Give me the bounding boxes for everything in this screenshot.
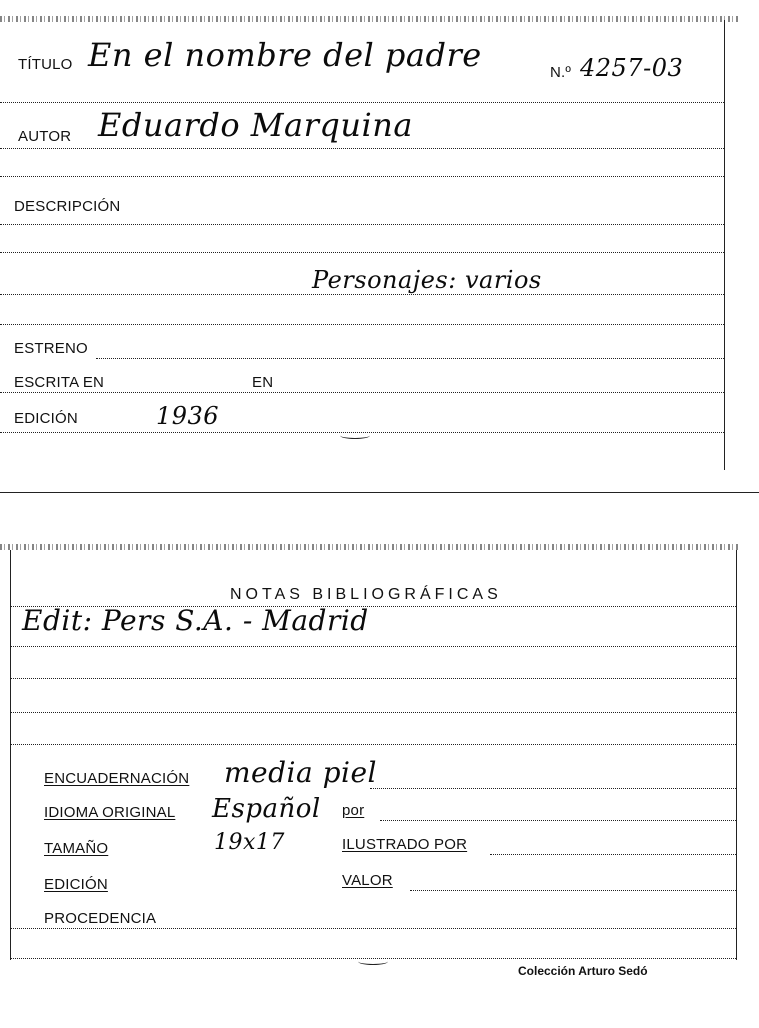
rule [0, 148, 724, 149]
card-notch [358, 958, 388, 965]
numero-value: 4257-03 [580, 54, 684, 82]
titulo-value: En el nombre del padre [88, 36, 482, 74]
rule [10, 928, 736, 929]
card-separator [0, 492, 759, 493]
ilustrado-label: ILUSTRADO POR [342, 836, 468, 853]
card-right-border [736, 550, 737, 960]
card-top-edge [0, 544, 740, 550]
rule [0, 324, 724, 325]
edicion-label: EDICIÓN [14, 410, 78, 427]
card-notch [340, 432, 370, 439]
tamano-label: TAMAÑO [44, 840, 109, 857]
notes-value: Edit: Pers S.A. - Madrid [22, 604, 369, 637]
valor-label: VALOR [342, 872, 393, 889]
collection-footer: Colección Arturo Sedó [518, 964, 648, 978]
card-right-border [724, 20, 725, 470]
encuadernacion-label: ENCUADERNACIÓN [44, 770, 190, 787]
rule [490, 854, 736, 855]
edicion-back-label: EDICIÓN [44, 876, 108, 893]
card-top-edge [0, 16, 740, 22]
rule [0, 392, 724, 393]
rule [380, 820, 736, 821]
autor-value: Eduardo Marquina [98, 106, 413, 144]
autor-label: AUTOR [18, 128, 72, 145]
rule [0, 102, 724, 103]
rule [0, 252, 724, 253]
rule [10, 744, 736, 745]
notas-header: NOTAS BIBLIOGRÁFICAS [230, 586, 502, 603]
idioma-label: IDIOMA ORIGINAL [44, 804, 176, 821]
edicion-value: 1936 [156, 402, 220, 430]
por-label: por [342, 802, 365, 819]
encuadernacion-value: media piel [224, 756, 377, 789]
rule [10, 678, 736, 679]
estreno-label: ESTRENO [14, 340, 88, 357]
rule [0, 176, 724, 177]
rule [0, 224, 724, 225]
descripcion-value: Personajes: varios [312, 266, 542, 294]
card-left-border [10, 550, 11, 960]
rule [10, 712, 736, 713]
tamano-value: 19x17 [214, 830, 285, 855]
rule [370, 788, 736, 789]
rule [410, 890, 736, 891]
front-card [0, 6, 740, 492]
procedencia-label: PROCEDENCIA [44, 910, 157, 927]
rule [10, 646, 736, 647]
titulo-label: TÍTULO [18, 56, 73, 73]
back-card [0, 540, 740, 980]
idioma-value: Español [212, 794, 321, 824]
estreno-field-line [96, 358, 724, 359]
en-label: EN [252, 374, 274, 391]
escrita-en-label: ESCRITA EN [14, 374, 105, 391]
rule [0, 294, 724, 295]
descripcion-label: DESCRIPCIÓN [14, 198, 121, 215]
numero-label: N.º [550, 64, 572, 81]
